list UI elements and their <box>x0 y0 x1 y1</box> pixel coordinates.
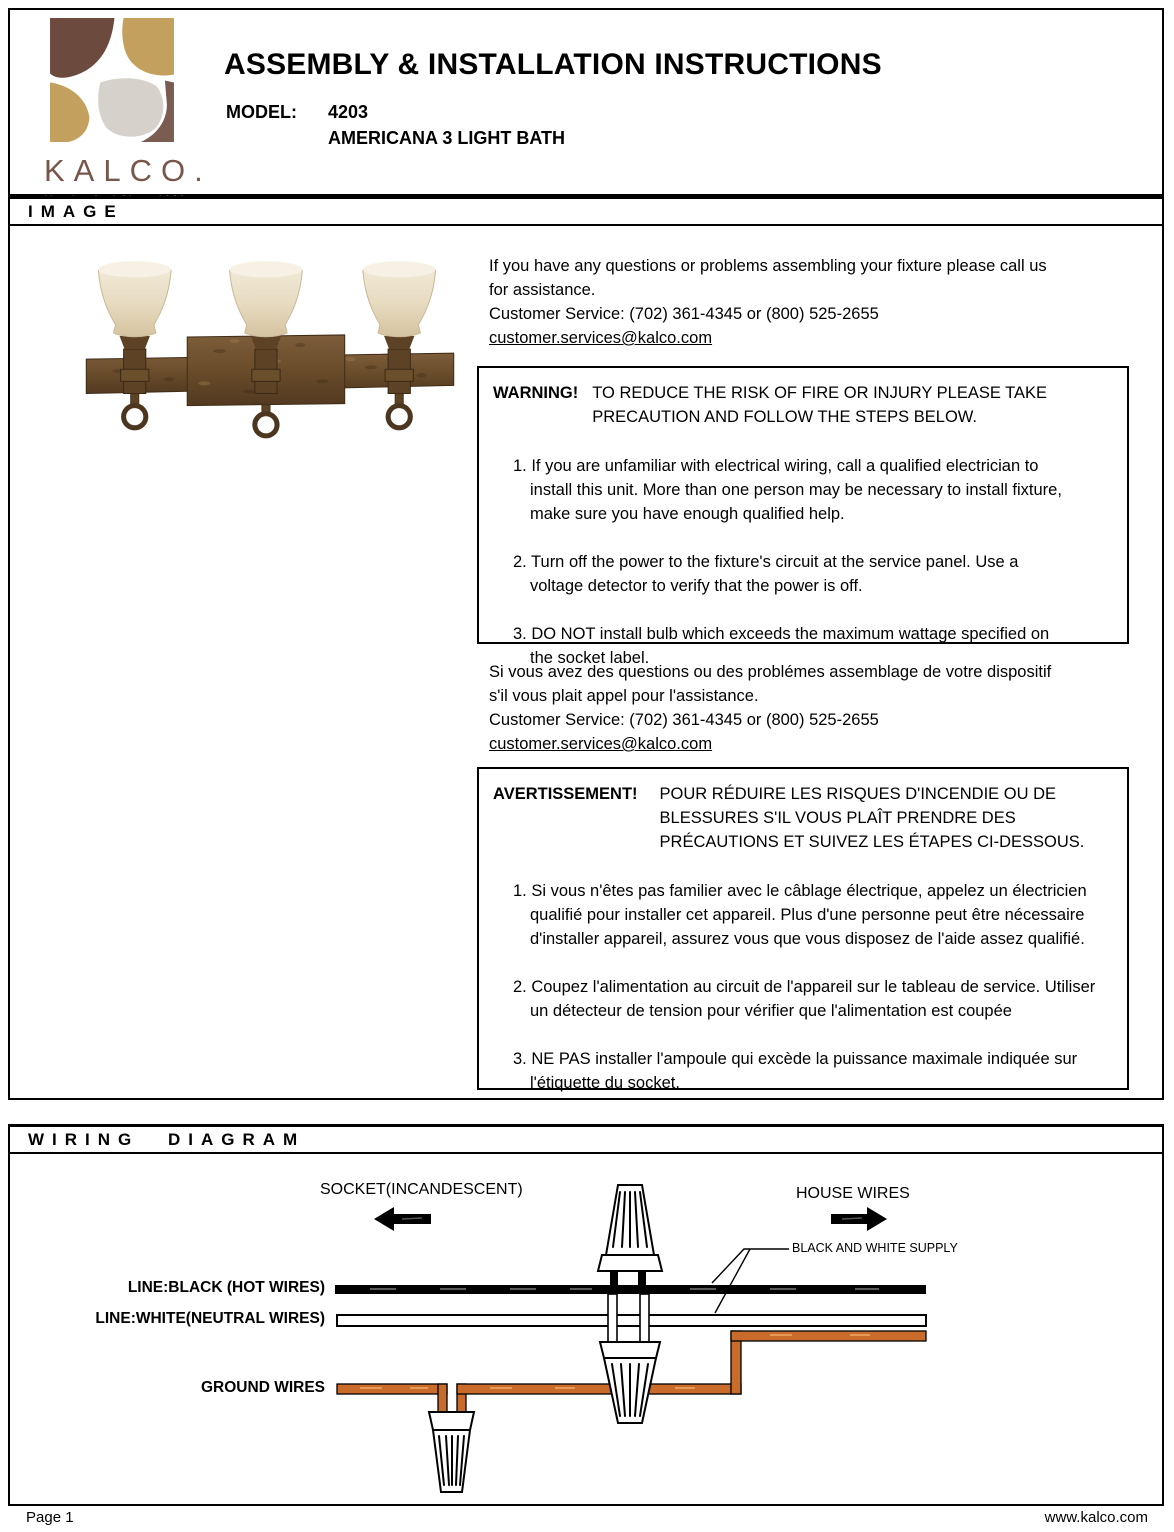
wire-nut-icon <box>600 1342 660 1423</box>
french-intro <box>489 660 1051 756</box>
wiring-section-bar <box>8 1124 1164 1154</box>
fixture-lamps <box>98 261 435 393</box>
intro-line: s'il vous plait appel pour l'assistance. <box>489 687 759 705</box>
kalco-logo <box>44 12 214 207</box>
neutral-wire <box>337 1315 926 1326</box>
brand-wordmark: KALCO. <box>44 153 212 188</box>
warning-head: TO REDUCE THE RISK OF FIRE OR INJURY PLEASE TAKE PRECAUTION AND FOLLOW THE STEPS BELOW. <box>592 384 1048 426</box>
wiring-section <box>8 1154 1164 1506</box>
arrow-right-icon <box>831 1207 887 1231</box>
warning-step: 3. NE PAS installer l'ampoule qui excède la puissance maximale indiquée sur l'étiquette du socket. <box>513 1050 1078 1092</box>
website-url: www.kalco.com <box>1044 1509 1148 1526</box>
avertissement-head: POUR RÉDUIRE LES RISQUES D'INCENDIE OU DE BLESSURES S'IL VOUS PLAÎT PRENDRE DES PRÉCAUTIONS ET SUIVEZ LES ÉTAPES CI-DESSOUS. <box>659 785 1085 851</box>
warning-step: 1. Si vous n'êtes pas familier avec le câblage électrique, appelez un électricien qualifié pour installer cet appareil. Plus d'une personne peut être nécessaire d'installer appareil, assurez vous que vous disposez de l'aide assez qualifié. <box>513 882 1087 948</box>
customer-service-line: Customer Service: (702) 361-4345 or (800) 525-2655 <box>489 305 879 323</box>
socket-label: SOCKET(INCANDESCENT) <box>320 1181 523 1198</box>
supply-label: BLACK AND WHITE SUPPLY <box>792 1241 958 1255</box>
image-section-title: IMAGE <box>28 201 124 221</box>
line-white-label: LINE:WHITE(NEUTRAL WIRES) <box>95 1310 325 1327</box>
warning-box-en <box>477 366 1129 667</box>
model-number: 4203 <box>328 102 369 122</box>
wiring-diagram <box>10 1154 1162 1502</box>
image-section <box>8 226 1164 1100</box>
warning-step: 1. If you are unfamiliar with electrical wiring, call a qualified electrician to install this unit. More than one person may be necessary to install fixture, make sure you have enough qualified help. <box>513 457 1062 523</box>
hot-wire <box>335 1285 926 1294</box>
wire-nut-icon <box>429 1412 474 1492</box>
line-black-label: LINE:BLACK (HOT WIRES) <box>127 1279 325 1296</box>
warning-steps-en <box>493 454 1113 670</box>
warning-step: 2. Coupez l'alimentation au circuit de l'appareil sur le tableau de service. Utiliser un détecteur de tension pour vérifier que l'alimentation est coupée <box>513 978 1096 1020</box>
customer-service-email: customer.services@kalco.com <box>489 735 713 753</box>
intro-line: If you have any questions or problems assembling your fixture please call us <box>489 257 1047 275</box>
kalco-logo-icon <box>44 12 180 148</box>
warning-label: WARNING! <box>493 384 579 402</box>
wiring-section-title: WIRING DIAGRAM <box>28 1129 306 1149</box>
wire-nut-icon <box>598 1185 662 1287</box>
intro-line: Si vous avez des questions ou des problémes assemblage de votre dispositif <box>489 663 1052 681</box>
header-section <box>8 8 1164 196</box>
avertissement-label: AVERTISSEMENT! <box>493 785 638 803</box>
warning-step: 3. DO NOT install bulb which exceeds the maximum wattage specified on the socket label. <box>513 625 1050 667</box>
ground-wires-label: GROUND WIRES <box>201 1379 325 1396</box>
warning-step: 2. Turn off the power to the fixture's circuit at the service panel. Use a voltage detector to verify that the power is off. <box>513 553 1019 595</box>
house-wires-label: HOUSE WIRES <box>796 1185 910 1202</box>
customer-service-line: Customer Service: (702) 361-4345 or (800) 525-2655 <box>489 711 879 729</box>
page-number: Page 1 <box>26 1509 74 1526</box>
supply-pointer-lines <box>712 1249 789 1313</box>
model-label: MODEL: <box>226 102 297 122</box>
page-title: ASSEMBLY & INSTALLATION INSTRUCTIONS <box>224 48 882 81</box>
customer-service-email: customer.services@kalco.com <box>489 329 713 347</box>
product-photo <box>58 240 482 442</box>
warning-steps-fr <box>493 879 1113 1095</box>
english-intro <box>489 254 1047 350</box>
model-name: AMERICANA 3 LIGHT BATH <box>328 128 565 148</box>
image-section-bar <box>8 196 1164 226</box>
warning-box-fr <box>477 767 1129 1090</box>
intro-line: for assistance. <box>489 281 596 299</box>
